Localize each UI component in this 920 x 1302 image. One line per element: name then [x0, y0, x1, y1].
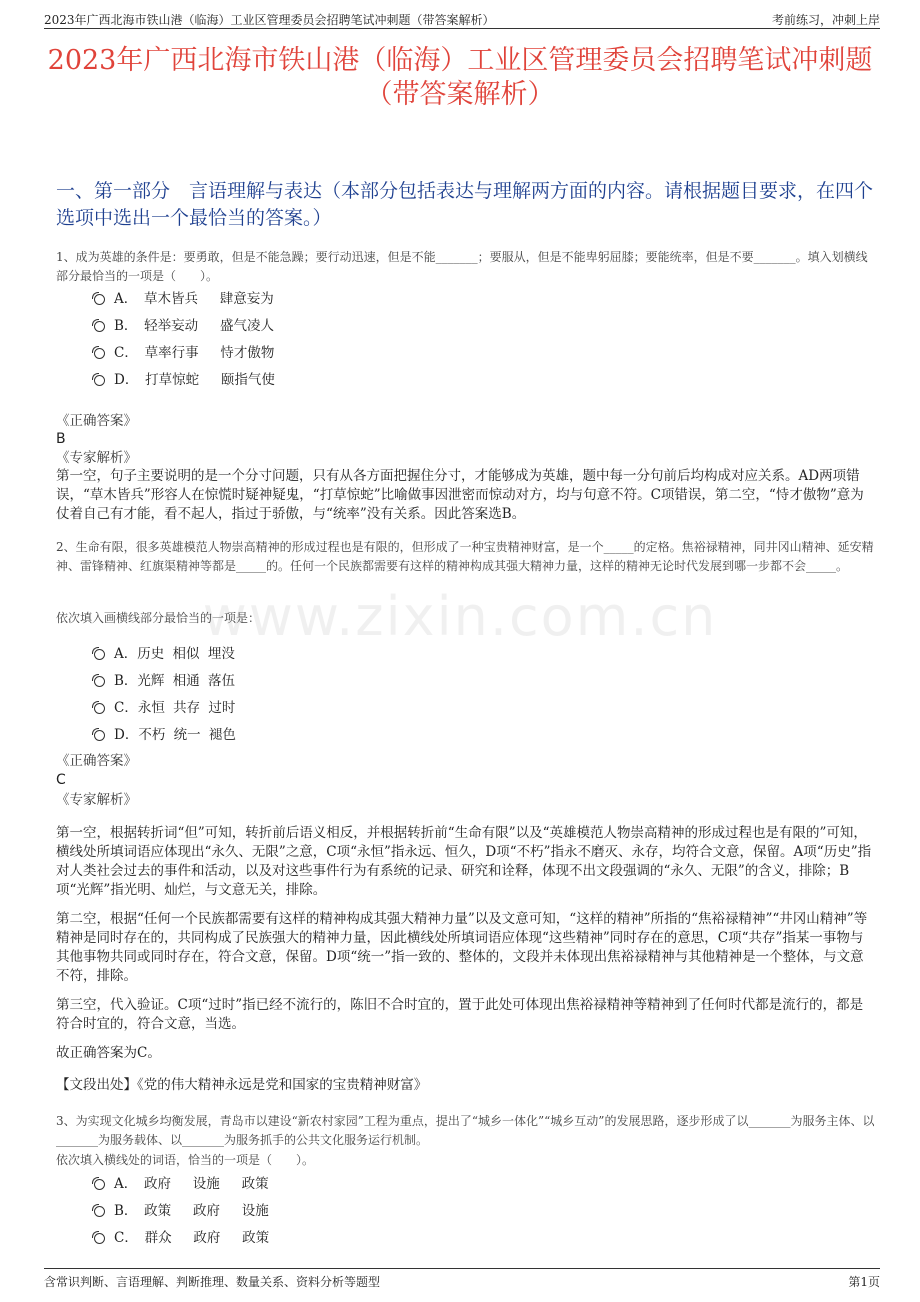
- radio-icon[interactable]: [94, 1206, 105, 1217]
- header-slogan: 考前练习，冲刺上岸: [771, 13, 880, 27]
- q2-answer-label: 《正确答案》: [56, 753, 137, 769]
- q2-source: 【文段出处】《党的伟大精神永远是党和国家的宝贵精神财富》: [56, 1077, 428, 1093]
- radio-icon[interactable]: [94, 1179, 105, 1190]
- q2-analysis-paragraph-2: 第二空，根据“任何一个民族都需要有这样的精神构成其强大精神力量”以及文意可知，“这样的精神”所指的“焦裕禄精神”“井冈山精神”等精神是同时存在的，共同构成了民族强大的精神力量，因此横线处所填词语应体现“这些精神”同时存在的意思，C项“共存”指某一事物与其他事物共同或同时存在，符合文意，保留。D项“统一”指一致的、整体的，文段并未体现出焦裕禄精神与其他精神是一个整体，与文意不符，排除。: [56, 911, 868, 984]
- question-2-stem: 2、生命有限，很多英雄模范人物崇高精神的形成过程也是有限的，但形成了一种宝贵精神财富，是一个_____的定格。焦裕禄精神，同井冈山精神、延安精神、雷锋精神、红旗渠精神等都是_____的。任何一个民族都需要有这样的精神构成其强大精神力量，这样的精神无论时代发展到哪一步都不会_____。: [56, 540, 874, 573]
- q2-conclusion: 故正确答案为C。: [56, 1045, 161, 1061]
- radio-icon[interactable]: [94, 348, 105, 359]
- footer-note: 含常识判断、言语理解、判断推理、数量关系、资料分析等题型: [44, 1275, 381, 1289]
- radio-icon[interactable]: [94, 1233, 105, 1244]
- q2-answer: C: [56, 772, 66, 788]
- radio-icon[interactable]: [94, 730, 105, 741]
- watermark: www.zixin.com.cn: [202, 585, 718, 648]
- page-header: [44, 8, 880, 29]
- radio-icon[interactable]: [94, 375, 105, 386]
- radio-icon[interactable]: [94, 676, 105, 687]
- radio-icon[interactable]: [94, 321, 105, 332]
- q1-answer-label: 《正确答案》: [56, 413, 137, 429]
- radio-icon[interactable]: [94, 649, 105, 660]
- page-footer: [44, 1268, 880, 1289]
- q1-analysis: 第一空，句子主要说明的是一个分寸问题，只有从各方面把握住分寸，才能够成为英雄，题中每一分句前后均构成对应关系。AD两项错误，“草木皆兵”形容人在惊慌时疑神疑鬼，“打草惊蛇”比喻做事因泄密而惊动对方，均与句意不符。C项错误，第二空，“恃才傲物”意为仗着自己有才能，看不起人，指过于骄傲，与“统率”没有关系。因此答案选B。: [56, 468, 864, 522]
- section-heading: 一、第一部分 言语理解与表达（本部分包括表达与理解两方面的内容。请根据题目要求，在四个选项中选出一个最恰当的答案。）: [56, 180, 874, 229]
- q1-analysis-label: 《专家解析》: [56, 450, 137, 466]
- q2-analysis-label: 《专家解析》: [56, 792, 137, 808]
- q1-answer: B: [56, 431, 66, 447]
- header-doc-title: 2023年广西北海市铁山港（临海）工业区管理委员会招聘笔试冲刺题（带答案解析）: [44, 13, 495, 27]
- question-2-prompt: 依次填入画横线部分最恰当的一项是：: [56, 611, 261, 625]
- q2-analysis-paragraph-3: 第三空，代入验证。C项“过时”指已经不流行的，陈旧不合时宜的，置于此处可体现出焦裕禄精神等精神到了任何时代都是流行的，都是符合时宜的，符合文意，当选。: [56, 997, 864, 1032]
- radio-icon[interactable]: [94, 703, 105, 714]
- question-3-prompt: 依次填入横线处的词语，恰当的一项是（ ）。: [56, 1153, 315, 1167]
- document-title: 2023年广西北海市铁山港（临海）工业区管理委员会招聘笔试冲刺题（带答案解析）: [47, 45, 873, 110]
- question-3-stem: 3、为实现文化城乡均衡发展，青岛市以建设“新农村家园”工程为重点，提出了“城乡一体化”“城乡互动”的发展思路，逐步形成了以_______为服务主体、以_______为服务载体、以_______为服务抓手的公共文化服务运行机制。: [56, 1114, 875, 1147]
- question-1-stem: 1、成为英雄的条件是：要勇敢，但是不能急躁；要行动迅速，但是不能_______；要服从，但是不能卑躬屈膝；要能统率，但是不要_______。填入划横线部分最恰当的一项是（ ）。: [56, 250, 868, 283]
- q2-analysis-paragraph-1: 第一空，根据转折词“但”可知，转折前后语义相反，并根据转折前“生命有限”以及“英雄模范人物崇高精神的形成过程也是有限的”可知，横线处所填词语应体现出“永久、无限”之意，C项“永恒”指永远、恒久，D项“不朽”指永不磨灭、永存，均符合文意，保留。A项“历史”指对人类社会过去的事件和活动，以及对这些事件行为有系统的记录、研究和诠释，体现不出文段强调的“永久、无限”的含义，排除；B项“光辉”指光明、灿烂，与文意无关，排除。: [56, 825, 872, 898]
- page-number: 第1页: [848, 1275, 880, 1289]
- radio-icon[interactable]: [94, 294, 105, 305]
